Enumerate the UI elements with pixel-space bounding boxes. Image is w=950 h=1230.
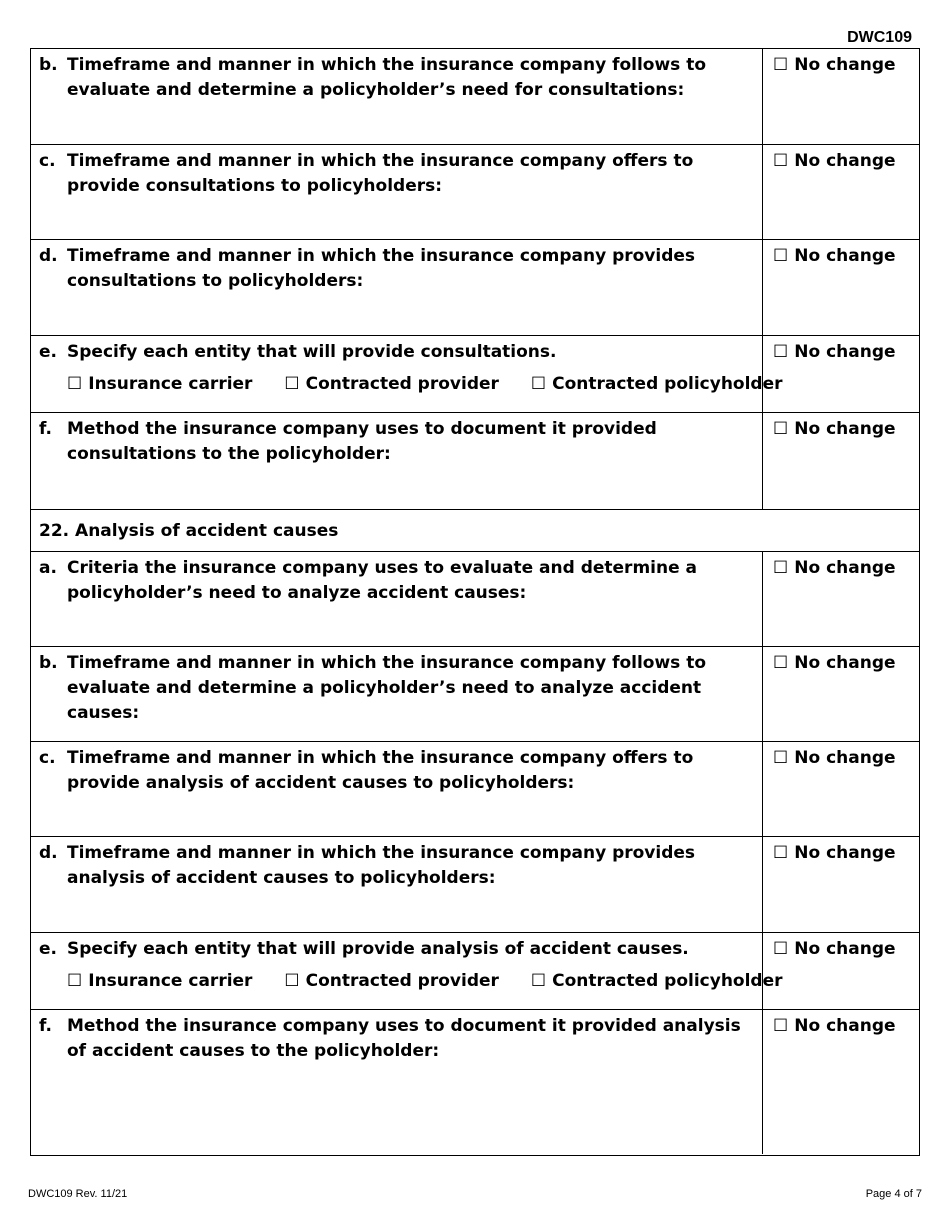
question-text: Method the insurance company uses to document it provided consultations to the policyholder: bbox=[67, 419, 657, 464]
option-contracted-provider[interactable]: ☐ Contracted provider bbox=[284, 971, 499, 991]
option-insurance-carrier[interactable]: ☐ Insurance carrier bbox=[67, 971, 253, 991]
checkbox-icon[interactable]: ☐ bbox=[773, 419, 789, 439]
checkbox-icon[interactable]: ☐ bbox=[773, 843, 789, 863]
no-change-checkbox[interactable] bbox=[773, 746, 896, 771]
checkbox-icon[interactable]: ☐ bbox=[773, 558, 789, 578]
no-change-label: No change bbox=[794, 653, 896, 673]
question-letter: e. bbox=[39, 939, 57, 959]
checkbox-icon[interactable]: ☐ bbox=[773, 939, 789, 959]
question-text: Criteria the insurance company uses to evaluate and determine a policyholder’s need to analyze accident causes: bbox=[67, 558, 698, 603]
no-change-label: No change bbox=[794, 246, 896, 266]
question-row bbox=[31, 837, 919, 933]
option-contracted-provider[interactable]: ☐ Contracted provider bbox=[284, 374, 499, 394]
no-change-label: No change bbox=[794, 419, 896, 439]
checkbox-icon[interactable]: ☐ bbox=[284, 971, 300, 991]
entity-options bbox=[67, 969, 809, 994]
checkbox-icon[interactable]: ☐ bbox=[284, 374, 300, 394]
no-change-label: No change bbox=[794, 558, 896, 578]
checkbox-icon[interactable]: ☐ bbox=[67, 971, 83, 991]
no-change-checkbox[interactable] bbox=[773, 149, 896, 174]
no-change-label: No change bbox=[794, 1016, 896, 1036]
checkbox-icon[interactable]: ☐ bbox=[67, 374, 83, 394]
no-change-checkbox[interactable] bbox=[773, 244, 896, 269]
question-text: Timeframe and manner in which the insurance company provides consultations to policyholders: bbox=[67, 246, 696, 291]
question-text: Timeframe and manner in which the insurance company follows to evaluate and determine a policyholder’s need for consultations: bbox=[67, 55, 707, 100]
checkbox-icon[interactable]: ☐ bbox=[773, 151, 789, 171]
no-change-label: No change bbox=[794, 342, 896, 362]
checkbox-icon[interactable]: ☐ bbox=[773, 748, 789, 768]
question-letter: e. bbox=[39, 342, 57, 362]
question-row bbox=[31, 1010, 919, 1154]
question-row bbox=[31, 145, 919, 240]
question-text: Timeframe and manner in which the insurance company provides analysis of accident causes to policyholders: bbox=[67, 843, 696, 888]
section-title: 22. Analysis of accident causes bbox=[39, 521, 339, 541]
no-change-label: No change bbox=[794, 843, 896, 863]
checkbox-icon[interactable]: ☐ bbox=[773, 342, 789, 362]
no-change-label: No change bbox=[794, 748, 896, 768]
question-row bbox=[31, 933, 919, 1010]
checkbox-icon[interactable]: ☐ bbox=[773, 1016, 789, 1036]
checkbox-icon[interactable]: ☐ bbox=[773, 246, 789, 266]
no-change-checkbox[interactable] bbox=[773, 841, 896, 866]
question-row bbox=[31, 240, 919, 336]
footer-page-number: Page 4 of 7 bbox=[865, 1188, 922, 1200]
no-change-checkbox[interactable] bbox=[773, 937, 896, 962]
question-letter: b. bbox=[39, 653, 58, 673]
question-text: Specify each entity that will provide consultations. bbox=[67, 342, 557, 362]
question-row bbox=[31, 647, 919, 742]
question-text: Timeframe and manner in which the insurance company offers to provide consultations to policyholders: bbox=[67, 151, 694, 196]
option-insurance-carrier[interactable]: ☐ Insurance carrier bbox=[67, 374, 253, 394]
no-change-checkbox[interactable] bbox=[773, 340, 896, 365]
no-change-checkbox[interactable] bbox=[773, 417, 896, 442]
question-letter: f. bbox=[39, 419, 52, 439]
option-contracted-policyholder[interactable]: ☐ Contracted policyholder bbox=[530, 374, 783, 394]
no-change-checkbox[interactable] bbox=[773, 556, 896, 581]
no-change-checkbox[interactable] bbox=[773, 1014, 896, 1039]
question-row bbox=[31, 336, 919, 413]
entity-options bbox=[67, 372, 809, 397]
form-table bbox=[30, 48, 920, 1156]
question-row bbox=[31, 413, 919, 510]
no-change-label: No change bbox=[794, 939, 896, 959]
footer-revision: DWC109 Rev. 11/21 bbox=[28, 1188, 128, 1200]
form-code: DWC109 bbox=[847, 29, 912, 46]
section-header-row bbox=[31, 510, 919, 552]
question-letter: c. bbox=[39, 151, 56, 171]
question-text: Specify each entity that will provide analysis of accident causes. bbox=[67, 939, 689, 959]
question-row bbox=[31, 742, 919, 837]
question-letter: d. bbox=[39, 246, 58, 266]
question-text: Method the insurance company uses to document it provided analysis of accident causes to the policyholder: bbox=[67, 1016, 741, 1061]
question-letter: a. bbox=[39, 558, 57, 578]
no-change-label: No change bbox=[794, 55, 896, 75]
question-letter: d. bbox=[39, 843, 58, 863]
question-text: Timeframe and manner in which the insurance company follows to evaluate and determine a policyholder’s need to analyze accident causes: bbox=[67, 653, 707, 723]
no-change-checkbox[interactable] bbox=[773, 651, 896, 676]
option-contracted-policyholder[interactable]: ☐ Contracted policyholder bbox=[530, 971, 783, 991]
checkbox-icon[interactable]: ☐ bbox=[530, 971, 547, 991]
no-change-label: No change bbox=[794, 151, 896, 171]
question-letter: b. bbox=[39, 55, 58, 75]
question-text: Timeframe and manner in which the insurance company offers to provide analysis of accident causes to policyholders: bbox=[67, 748, 694, 793]
checkbox-icon[interactable]: ☐ bbox=[773, 653, 789, 673]
question-row bbox=[31, 552, 919, 647]
checkbox-icon[interactable]: ☐ bbox=[773, 55, 789, 75]
no-change-checkbox[interactable] bbox=[773, 53, 896, 78]
checkbox-icon[interactable]: ☐ bbox=[530, 374, 547, 394]
question-row bbox=[31, 49, 919, 145]
question-letter: c. bbox=[39, 748, 56, 768]
question-letter: f. bbox=[39, 1016, 52, 1036]
